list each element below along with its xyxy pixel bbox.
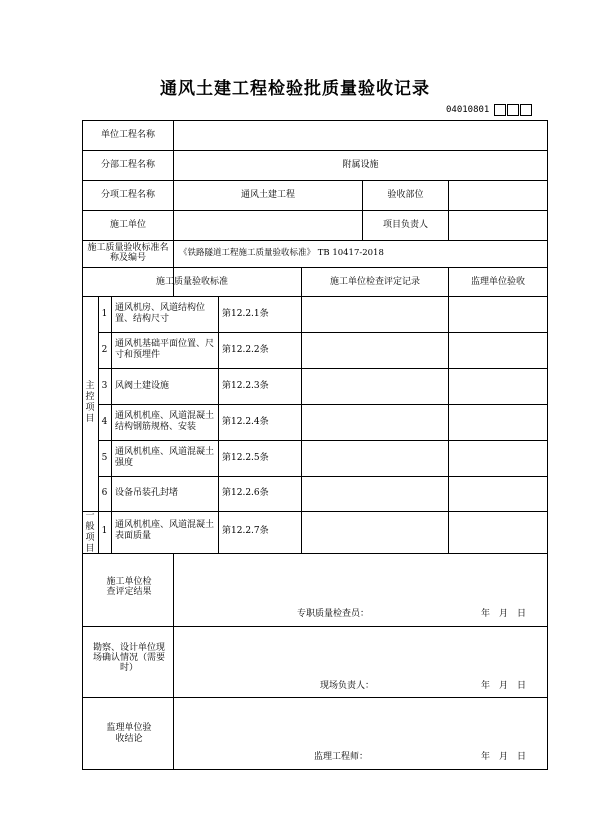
code-box-1[interactable]: [494, 104, 506, 116]
signoff-design-signer[interactable]: 现场负责人：: [320, 681, 375, 691]
col-supervisor: 监理单位验收: [470, 277, 525, 287]
item-2-no: 2: [101, 345, 108, 355]
signoff-contractor-signer[interactable]: 专职质量检查员：: [297, 609, 370, 619]
page-title: 通风土建工程检验批质量验收记录: [160, 79, 430, 99]
signoff-supervisor-date[interactable]: 年 月 日: [481, 752, 527, 762]
item-6-desc: 设备吊装孔封堵: [115, 488, 179, 498]
item-4-clause: 第12.2.4条: [222, 417, 269, 427]
code-box-3[interactable]: [520, 104, 532, 116]
col-contractor-record: 施工单位检查评定记录: [329, 277, 420, 287]
unit-project-label: 单位工程名称: [100, 130, 155, 140]
item-4-no: 4: [101, 417, 108, 427]
division-value[interactable]: 附属设施: [342, 160, 379, 170]
division-label: 分部工程名称: [100, 160, 155, 170]
item-6-no: 6: [101, 488, 108, 498]
standard-label: 施工质量验收标准名称及编号: [87, 243, 169, 263]
general-item-1-desc: 通风机机座、风道混凝土表面质量: [115, 520, 215, 541]
acceptance-form: [82, 120, 548, 770]
item-3-clause: 第12.2.3条: [222, 381, 269, 391]
item-2-desc: 通风机基础平面位置、尺寸和预埋件: [115, 339, 215, 360]
item-1-desc: 通风机房、风道结构位置、结构尺寸: [115, 303, 206, 324]
signoff-design-label: 勘察、设计单位现场确认情况（需要时）: [93, 643, 166, 673]
item-1-clause: 第12.2.1条: [222, 309, 269, 319]
signoff-contractor-date[interactable]: 年 月 日: [481, 609, 527, 619]
item-2-clause: 第12.2.2条: [222, 345, 269, 355]
main-control-label: 主 控 项 目: [85, 381, 95, 424]
item-5-desc: 通风机机座、风道混凝土强度: [115, 447, 215, 468]
item-4-desc: 通风机机座、风道混凝土结构钢筋规格、安装: [115, 411, 215, 432]
code-box-2[interactable]: [507, 104, 519, 116]
construction-unit-label: 施工单位: [109, 220, 146, 230]
standard-value: 《铁路隧道工程施工质量验收标准》 TB 10417-2018: [179, 248, 384, 258]
item-1-no: 1: [101, 309, 108, 319]
subitem-label: 分项工程名称: [100, 190, 155, 200]
form-code-text: 04010801: [446, 105, 490, 115]
project-leader-label: 项目负责人: [382, 220, 428, 230]
general-label: 一 般 项 目: [85, 511, 95, 554]
col-standard: 施工质量验收标准: [155, 277, 228, 287]
form-code: [446, 103, 532, 117]
item-5-clause: 第12.2.5条: [222, 453, 269, 463]
item-5-no: 5: [101, 453, 108, 463]
signoff-design-date[interactable]: 年 月 日: [481, 681, 527, 691]
signoff-supervisor-signer[interactable]: 监理工程师：: [314, 752, 369, 762]
item-3-no: 3: [101, 381, 108, 391]
item-3-desc: 风阀土建设施: [115, 381, 170, 391]
general-item-1-no: 1: [101, 526, 108, 536]
general-item-1-clause: 第12.2.7条: [222, 526, 269, 536]
signoff-contractor-label: 施工单位检查评定结果: [106, 577, 152, 597]
acceptance-part-label: 验收部位: [387, 190, 424, 200]
subitem-value[interactable]: 通风土建工程: [240, 190, 295, 200]
item-6-clause: 第12.2.6条: [222, 488, 269, 498]
signoff-supervisor-label: 监理单位验收结论: [106, 723, 152, 744]
